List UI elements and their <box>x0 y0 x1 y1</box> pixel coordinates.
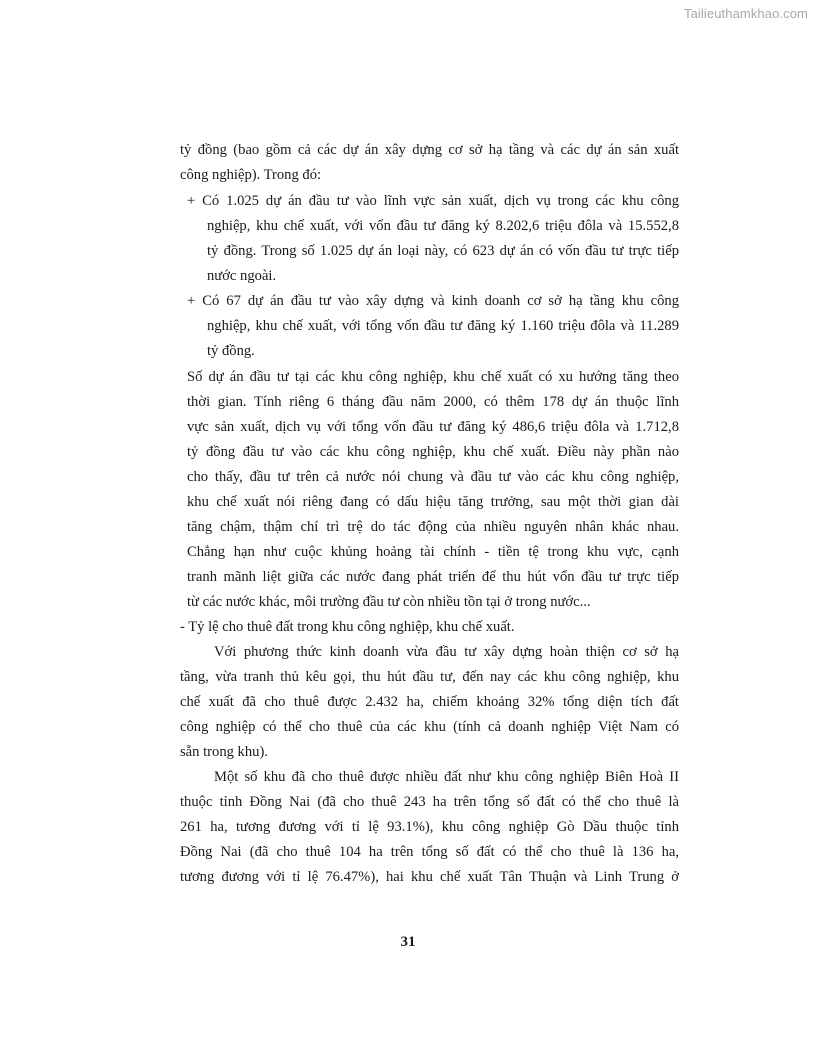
text-line: tăng chậm, thậm chí trì trệ do tác động của nhiều nguyên nhân khác nhau. <box>187 519 679 535</box>
page-number: 31 <box>400 934 416 950</box>
text-line: Chẳng hạn như cuộc khủng hoảng tài chính - tiền tệ trong khu vực, cạnh <box>187 544 679 560</box>
text-line: tỷ đồng. Trong số 1.025 dự án loại này, có 623 dự án có vốn đầu tư trực tiếp <box>207 243 679 259</box>
text-line: + Có 1.025 dự án đầu tư vào lĩnh vực sản xuất, dịch vụ trong các khu công <box>187 193 679 209</box>
text-line: Số dự án đầu tư tại các khu công nghiệp, khu chế xuất có xu hướng tăng theo <box>187 369 679 385</box>
text-line: tranh mãnh liệt giữa các nước đang phát triển để thu hút vốn đầu tư trực tiếp <box>187 569 679 585</box>
text-line: Một số khu đã cho thuê được nhiều đất như khu công nghiệp Biên Hoà II <box>214 769 679 785</box>
text-line: vực sản xuất, dịch vụ với tổng vốn đầu tư đăng ký 486,6 triệu đôla và 1.712,8 <box>187 419 679 435</box>
text-line: từ các nước khác, môi trường đầu tư còn nhiều tồn tại ở trong nước... <box>187 594 591 610</box>
text-line: tỷ đồng (bao gồm cả các dự án xây dựng cơ sở hạ tầng và các dự án sản xuất <box>180 142 679 158</box>
text-line: nghiệp, khu chế xuất, với vốn đầu tư đăng ký 8.202,6 triệu đôla và 15.552,8 <box>207 218 679 234</box>
text-line: tỷ đồng. <box>207 343 255 359</box>
text-line: tỷ đồng đầu tư vào các khu công nghiệp, khu chế xuất. Điều này phần nào <box>187 444 679 460</box>
text-line: công nghiệp). Trong đó: <box>180 167 322 183</box>
text-line: khu chế xuất nói riêng đang có dấu hiệu tăng trưởng, sau một thời gian dài <box>187 494 679 510</box>
text-line: Đồng Nai (đã cho thuê 104 ha trên tổng số đất có thể cho thuê là 136 ha, <box>180 844 679 860</box>
text-line: thuộc tỉnh Đồng Nai (đã cho thuê 243 ha trên tổng số đất có thể cho thuê là <box>180 794 679 810</box>
text-line: nước ngoài. <box>207 268 277 284</box>
text-line: chế xuất đã cho thuê được 2.432 ha, chiếm khoảng 32% tổng diện tích đất <box>180 694 679 710</box>
text-line: thời gian. Tính riêng 6 tháng đầu năm 2000, có thêm 178 dự án thuộc lĩnh <box>187 394 679 410</box>
text-line: tầng, vừa tranh thủ kêu gọi, thu hút đầu tư, đến nay các khu công nghiệp, khu <box>180 669 679 685</box>
text-line: cho thấy, đầu tư trên cả nước nói chung và đầu tư vào các khu công nghiệp, <box>187 469 679 485</box>
text-line: nghiệp, khu chế xuất, với tổng vốn đầu tư đăng ký 1.160 triệu đôla và 11.289 <box>207 318 679 334</box>
watermark: Tailieuthamkhao.com <box>683 6 808 21</box>
text-line: 261 ha, tương đương với tỉ lệ 93.1%), khu công nghiệp Gò Dầu thuộc tỉnh <box>180 819 679 835</box>
text-line: sẵn trong khu). <box>180 744 268 760</box>
text-line: + Có 67 dự án đầu tư vào xây dựng và kinh doanh cơ sở hạ tầng khu công <box>187 293 679 309</box>
text-line: công nghiệp có thể cho thuê của các khu (tính cả doanh nghiệp Việt Nam có <box>180 719 679 735</box>
text-line: Với phương thức kinh doanh vừa đầu tư xây dựng hoàn thiện cơ sở hạ <box>214 644 679 660</box>
section-heading: - Tỷ lệ cho thuê đất trong khu công nghiệp, khu chế xuất. <box>180 619 515 635</box>
text-line: tương đương với tỉ lệ 76.47%), hai khu chế xuất Tân Thuận và Linh Trung ở <box>180 869 679 885</box>
